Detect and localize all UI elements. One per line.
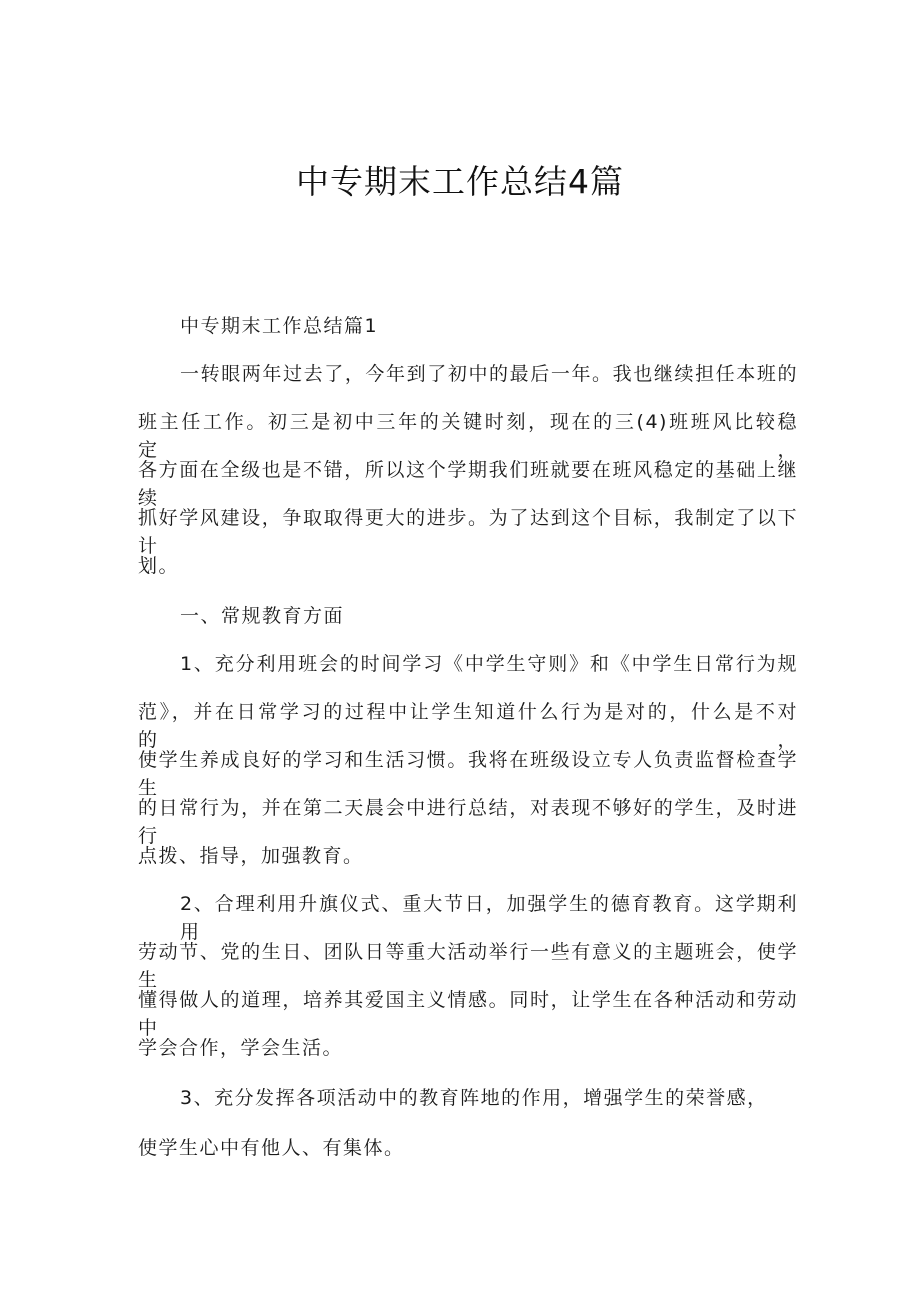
- paragraph-line: 划。: [138, 555, 180, 577]
- paragraph-line: 各方面在全级也是不错，所以这个学期我们班就要在班风稳定的基础上继续: [138, 459, 798, 509]
- paragraph-line: 学会合作，学会生活。: [138, 1037, 344, 1059]
- paragraph-line: 的日常行为，并在第二天晨会中进行总结，对表现不够好的学生，及时进行: [138, 797, 798, 847]
- section-heading-1: 中专期末工作总结篇1: [180, 315, 379, 337]
- paragraph-line: 懂得做人的道理，培养其爱国主义情感。同时，让学生在各种活动和劳动中: [138, 989, 798, 1039]
- paragraph-line: 点拨、指导，加强教育。: [138, 845, 364, 867]
- paragraph-line: 一转眼两年过去了，今年到了初中的最后一年。我也继续担任本班的: [180, 363, 798, 385]
- paragraph-line: 使学生养成良好的学习和生活习惯。我将在班级设立专人负责监督检查学生: [138, 749, 798, 799]
- paragraph-line: 3、充分发挥各项活动中的教育阵地的作用，增强学生的荣誉感，: [180, 1087, 768, 1109]
- section-heading-2: 一、常规教育方面: [180, 605, 345, 627]
- paragraph-line: 班主任工作。初三是初中三年的关键时刻，现在的三(4)班班风比较稳定，: [138, 411, 798, 461]
- paragraph-line: 抓好学风建设，争取取得更大的进步。为了达到这个目标，我制定了以下计: [138, 507, 798, 557]
- paragraph-line: 范》，并在日常学习的过程中让学生知道什么行为是对的，什么是不对的，: [138, 701, 798, 751]
- paragraph-line: 1、充分利用班会的时间学习《中学生守则》和《中学生日常行为规: [180, 653, 798, 675]
- paragraph-line: 劳动节、党的生日、团队日等重大活动举行一些有意义的主题班会，使学生: [138, 941, 798, 991]
- paragraph-line: 使学生心中有他人、有集体。: [138, 1137, 405, 1159]
- paragraph-line: 2、合理利用升旗仪式、重大节日，加强学生的德育教育。这学期利用: [180, 893, 798, 943]
- document-title: 中专期末工作总结4篇: [296, 162, 624, 201]
